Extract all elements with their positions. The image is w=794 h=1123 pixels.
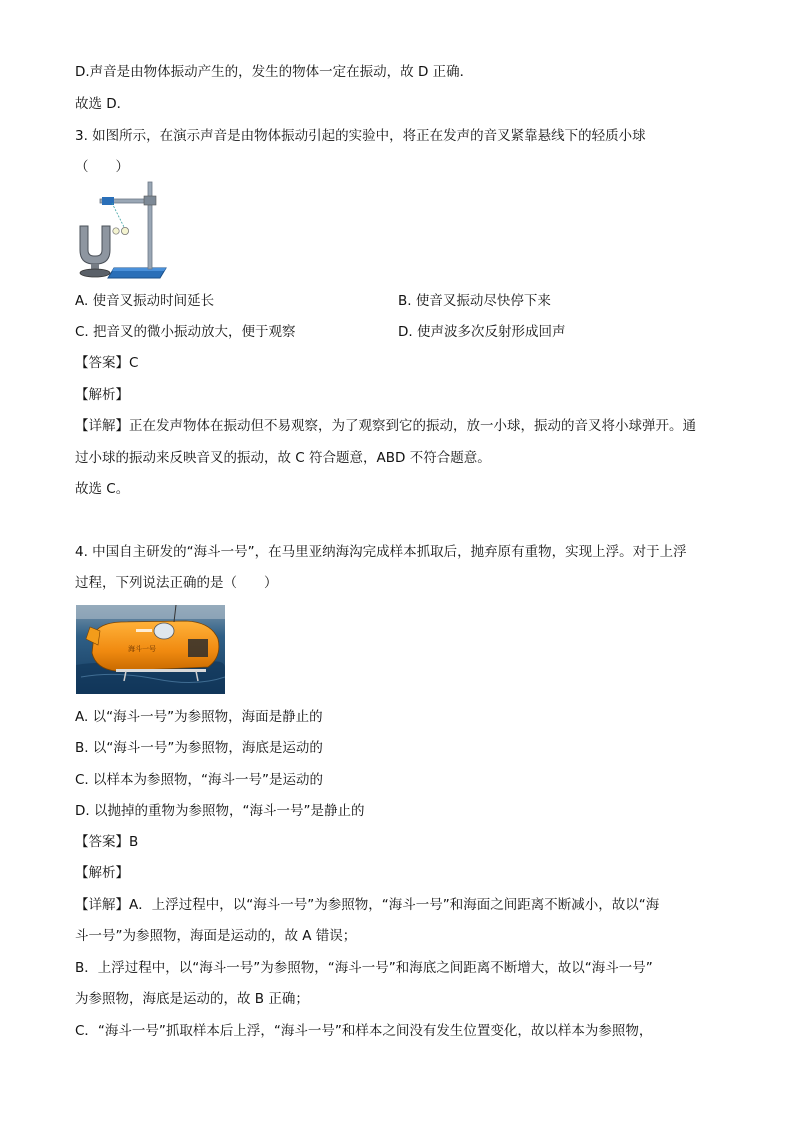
q3-option-a: A. 使音叉振动时间延长 <box>75 293 215 309</box>
q4-detail-1: 【详解】A．上浮过程中，以“海斗一号”为参照物，“海斗一号”和海面之间距离不断减小，故以“海 <box>75 897 660 913</box>
q4-stem-2: 过程，下列说法正确的是（ ） <box>75 575 278 591</box>
q4-option-d: D. 以抛掉的重物为参照物，“海斗一号”是静止的 <box>75 803 365 819</box>
stand-pole <box>148 182 152 269</box>
q3-answer: 【答案】C <box>75 355 139 371</box>
prev-d-line: D.声音是由物体振动产生的，发生的物体一定在振动，故 D 正确． <box>75 64 474 80</box>
q3-analysis-heading: 【解析】 <box>75 387 129 403</box>
q3-choose: 故选 C。 <box>75 481 130 497</box>
suspension-thread <box>112 203 125 229</box>
q4-analysis-heading: 【解析】 <box>75 865 129 881</box>
q4-answer: 【答案】B <box>75 834 139 850</box>
q3-stem: 3. 如图所示，在演示声音是由物体振动引起的实验中，将正在发声的音叉紧靠悬线下的轻质小球 <box>75 128 646 144</box>
tuning-fork-figure <box>74 180 174 282</box>
q4-option-a: A. 以“海斗一号”为参照物，海面是静止的 <box>75 709 323 725</box>
q4-detail-2: 斗一号”为参照物，海面是运动的，故 A 错误； <box>75 928 357 944</box>
q4-stem-1: 4. 中国自主研发的“海斗一号”，在马里亚纳海沟完成样本抓取后，抛弃原有重物，实现上浮。对于上浮 <box>75 544 687 560</box>
q4-detail-3: B．上浮过程中，以“海斗一号”为参照物，“海斗一号”和海底之间距离不断增大，故以“海斗一号” <box>75 960 653 976</box>
q3-blank: （ ） <box>75 159 129 175</box>
q3-detail-2: 过小球的振动来反映音叉的振动，故 C 符合题意，ABD 不符合题意。 <box>75 450 491 466</box>
tuning-fork <box>80 226 110 264</box>
light-ball <box>121 227 128 234</box>
submersible-label: 海斗一号 <box>128 645 156 653</box>
q3-detail-1: 【详解】正在发声物体在振动但不易观察，为了观察到它的振动，放一小球，振动的音叉将小球弹开。通 <box>75 418 696 434</box>
q3-option-d: D. 使声波多次反射形成回声 <box>398 324 566 340</box>
q3-option-c: C. 把音叉的微小振动放大，便于观察 <box>75 324 296 340</box>
q4-option-c: C. 以样本为参照物，“海斗一号”是运动的 <box>75 772 323 788</box>
q4-option-b: B. 以“海斗一号”为参照物，海底是运动的 <box>75 740 323 756</box>
submersible-photo <box>76 605 225 694</box>
q3-option-b: B. 使音叉振动尽快停下来 <box>398 293 551 309</box>
q4-detail-4: 为参照物，海底是运动的，故 B 正确； <box>75 991 309 1007</box>
prev-choose: 故选 D． <box>75 96 131 112</box>
q4-detail-5: C．“海斗一号”抓取样本后上浮，“海斗一号”和样本之间没有发生位置变化，故以样本为参照物， <box>75 1023 653 1039</box>
